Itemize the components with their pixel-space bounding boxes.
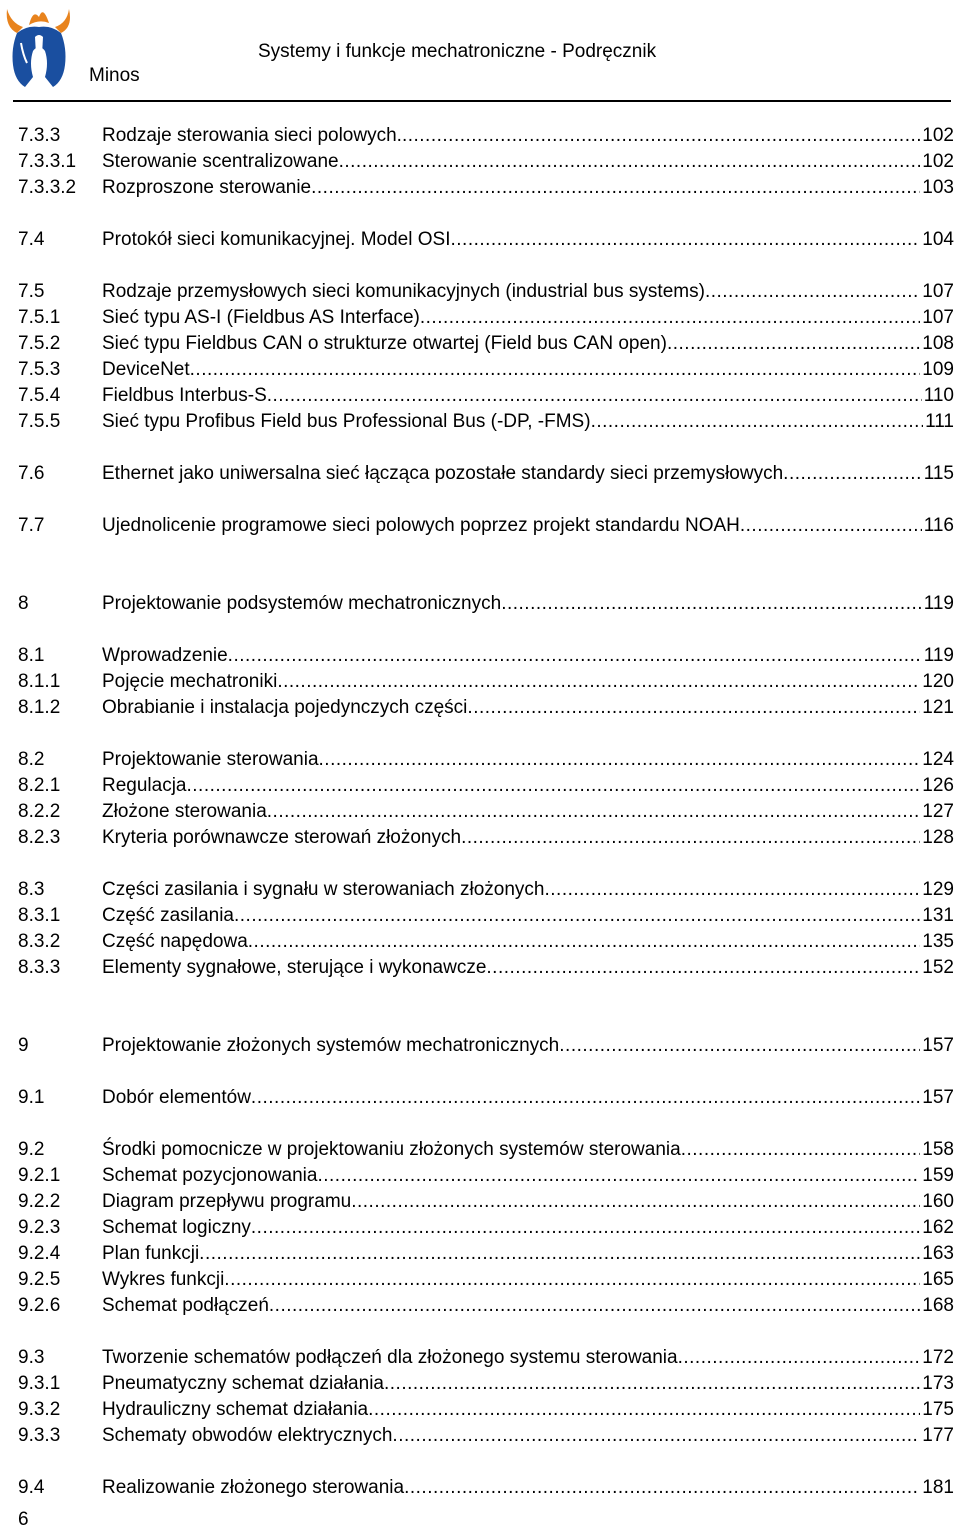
toc-entry-page: 172 (922, 1347, 954, 1368)
toc-entry-page: 175 (922, 1399, 954, 1420)
toc-entry-page: 129 (922, 879, 954, 900)
toc-entry[interactable] (18, 306, 954, 330)
toc-entry-title: DeviceNet (102, 359, 190, 380)
toc-dot-leader (740, 514, 922, 538)
toc-entry-number: 7.5 (18, 281, 45, 302)
toc-entry-title: Diagram przepływu programu (102, 1191, 352, 1212)
toc-entry-page: 152 (922, 957, 954, 978)
toc-entry-page: 103 (922, 177, 954, 198)
toc-entry-page: 109 (922, 359, 954, 380)
toc-entry-number: 9 (18, 1035, 29, 1056)
toc-entry-number: 8.1.1 (18, 671, 61, 692)
toc-entry-number: 7.3.3.1 (18, 151, 77, 172)
toc-dot-leader (267, 384, 922, 408)
toc-entry-title: Obrabianie i instalacja pojedynczych części (102, 697, 468, 718)
toc-entry-number: 8.3 (18, 879, 45, 900)
toc-entry-title: Złożone sterowania (102, 801, 267, 822)
toc-entry-page: 111 (925, 411, 954, 432)
toc-entry-number: 9.2.3 (18, 1217, 61, 1238)
toc-entry[interactable] (18, 332, 954, 356)
toc-dot-leader (311, 176, 920, 200)
toc-entry-page: 104 (922, 229, 954, 250)
toc-entry-title: Rodzaje przemysłowych sieci komunikacyjnych (industrial bus systems) (102, 281, 705, 302)
toc-entry-number: 9.2.2 (18, 1191, 61, 1212)
toc-entry-title: Kryteria porównawcze sterowań złożonych (102, 827, 462, 848)
toc-entry-title: Rozproszone sterowanie (102, 177, 312, 198)
toc-entry-title: Pojęcie mechatroniki (102, 671, 278, 692)
toc-entry-page: 173 (922, 1373, 954, 1394)
toc-entry-title: Schemat pozycjonowania (102, 1165, 318, 1186)
toc-entry-number: 9.1 (18, 1087, 45, 1108)
brand-name: Minos (89, 65, 140, 86)
toc-entry[interactable] (18, 1294, 954, 1318)
toc-dot-leader (339, 150, 921, 174)
toc-dot-leader (269, 1294, 920, 1318)
toc-entry-number: 7.4 (18, 229, 45, 250)
toc-entry-number: 7.5.4 (18, 385, 61, 406)
toc-entry-title: Części zasilania i sygnału w sterowaniach złożonych (102, 879, 545, 900)
toc-dot-leader (591, 410, 924, 434)
toc-entry[interactable] (18, 1424, 954, 1448)
toc-entry-number: 9.3 (18, 1347, 45, 1368)
toc-entry-title: Protokół sieci komunikacyjnej. Model OSI (102, 229, 451, 250)
toc-entry-page: 160 (922, 1191, 954, 1212)
toc-entry-number: 8.1 (18, 645, 45, 666)
toc-entry-title: Sterowanie scentralizowane (102, 151, 339, 172)
toc-entry[interactable] (18, 280, 954, 304)
toc-entry[interactable] (18, 1138, 954, 1162)
toc-entry-number: 7.5.5 (18, 411, 61, 432)
toc-entry[interactable] (18, 696, 954, 720)
toc-entry-number: 9.2 (18, 1139, 45, 1160)
toc-entry-number: 8.2.2 (18, 801, 61, 822)
toc-entry[interactable] (18, 124, 954, 148)
toc-entry-title: Rodzaje sterowania sieci polowych. (102, 125, 402, 146)
toc-entry-page: 165 (922, 1269, 954, 1290)
toc-entry[interactable] (18, 800, 954, 824)
toc-entry-page: 116 (923, 515, 954, 536)
toc-entry-title: Tworzenie schematów podłączeń dla złożonego systemu sterowania (102, 1347, 678, 1368)
toc-dot-leader (678, 1346, 921, 1370)
toc-entry-title: Środki pomocnicze w projektowaniu złożonych systemów sterowania (102, 1139, 681, 1160)
toc-dot-leader (351, 1190, 920, 1214)
toc-entry-number: 7.5.3 (18, 359, 61, 380)
toc-entry[interactable] (18, 748, 954, 772)
toc-entry-title: Ujednolicenie programowe sieci polowych poprzez projekt standardu NOAH (102, 515, 740, 536)
toc-entry-page: 119 (923, 593, 954, 614)
toc-dot-leader (559, 1034, 920, 1058)
toc-dot-leader (461, 826, 920, 850)
toc-entry-page: 115 (923, 463, 954, 484)
toc-entry-page: 159 (922, 1165, 954, 1186)
toc-dot-leader (190, 358, 921, 382)
toc-entry-number: 9.4 (18, 1477, 45, 1498)
minos-bull-logo-icon (3, 3, 71, 89)
toc-entry[interactable] (18, 956, 954, 980)
toc-dot-leader (267, 800, 921, 824)
toc-dot-leader (317, 1164, 920, 1188)
toc-entry-page: 168 (922, 1295, 954, 1316)
toc-entry-title: Elementy sygnałowe, sterujące i wykonawcze (102, 957, 487, 978)
toc-entry-title: Część napędowa (102, 931, 248, 952)
toc-entry-title: Dobór elementów (102, 1087, 251, 1108)
toc-entry[interactable] (18, 878, 954, 902)
toc-dot-leader (319, 748, 921, 772)
toc-entry-number: 9.2.6 (18, 1295, 61, 1316)
toc-dot-leader (705, 280, 920, 304)
toc-entry-number: 7.5.2 (18, 333, 61, 354)
toc-entry-title: Pneumatyczny schemat działania (102, 1373, 384, 1394)
toc-dot-leader (402, 124, 920, 148)
toc-entry-title: Wykres funkcji (102, 1269, 225, 1290)
toc-entry[interactable] (18, 930, 954, 954)
toc-entry[interactable] (18, 1346, 954, 1370)
toc-entry-page: 131 (922, 905, 954, 926)
toc-entry-number: 9.3.1 (18, 1373, 61, 1394)
toc-entry-number: 8.1.2 (18, 697, 61, 718)
header-divider (13, 100, 951, 102)
toc-entry[interactable] (18, 826, 954, 850)
toc-entry-title: Sieć typu AS-I (Fieldbus AS Interface) (102, 307, 420, 328)
toc-dot-leader (486, 956, 920, 980)
toc-entry-number: 8 (18, 593, 29, 614)
toc-dot-leader (420, 306, 920, 330)
toc-entry-number: 9.2.1 (18, 1165, 61, 1186)
toc-entry-page: 158 (922, 1139, 954, 1160)
toc-entry-page: 128 (922, 827, 954, 848)
toc-dot-leader (783, 462, 922, 486)
toc-entry-page: 157 (922, 1035, 954, 1056)
toc-dot-leader (368, 1398, 920, 1422)
toc-dot-leader (681, 1138, 921, 1162)
toc-entry[interactable] (18, 358, 954, 382)
page-number: 6 (18, 1509, 29, 1530)
toc-entry-title: Część zasilania (102, 905, 234, 926)
toc-dot-leader (467, 696, 920, 720)
toc-entry-page: 121 (922, 697, 954, 718)
toc-entry-number: 9.2.4 (18, 1243, 61, 1264)
toc-entry-title: Plan funkcji (102, 1243, 200, 1264)
toc-entry[interactable] (18, 1398, 954, 1422)
toc-entry-number: 8.2.3 (18, 827, 61, 848)
toc-entry-page: 120 (922, 671, 954, 692)
toc-entry-page: 157 (922, 1087, 954, 1108)
toc-entry-page: 135 (922, 931, 954, 952)
toc-entry-number: 8.2.1 (18, 775, 61, 796)
toc-entry[interactable] (18, 1164, 954, 1188)
toc-entry-page: 102 (922, 125, 954, 146)
toc-entry-page: 124 (922, 749, 954, 770)
toc-entry[interactable] (18, 774, 954, 798)
toc-entry[interactable] (18, 176, 954, 200)
toc-entry-title: Hydrauliczny schemat działania (102, 1399, 369, 1420)
toc-entry-number: 7.3.3.2 (18, 177, 77, 198)
toc-entry-number: 8.2 (18, 749, 45, 770)
toc-dot-leader (392, 1424, 920, 1448)
toc-dot-leader (234, 904, 920, 928)
toc-dot-leader (450, 228, 920, 252)
toc-entry-page: 177 (922, 1425, 954, 1446)
toc-entry-page: 181 (922, 1477, 954, 1498)
toc-entry-number: 7.3.3 (18, 125, 61, 146)
toc-dot-leader (228, 644, 922, 668)
toc-entry-page: 119 (923, 645, 954, 666)
toc-dot-leader (251, 1086, 920, 1110)
toc-entry-page: 127 (922, 801, 954, 822)
toc-entry-title: Regulacja (102, 775, 187, 796)
toc-entry[interactable] (18, 1372, 954, 1396)
toc-dot-leader (251, 1216, 920, 1240)
toc-entry-number: 8.3.1 (18, 905, 61, 926)
toc-entry[interactable] (18, 1268, 954, 1292)
toc-entry[interactable] (18, 670, 954, 694)
toc-entry-title: Ethernet jako uniwersalna sieć łącząca pozostałe standardy sieci przemysłowych (102, 463, 784, 484)
toc-entry[interactable] (18, 1216, 954, 1240)
toc-entry[interactable] (18, 1034, 954, 1058)
toc-dot-leader (404, 1476, 920, 1500)
toc-entry-number: 8.3.3 (18, 957, 61, 978)
toc-dot-leader (544, 878, 920, 902)
toc-entry[interactable] (18, 228, 954, 252)
toc-entry-number: 9.2.5 (18, 1269, 61, 1290)
toc-dot-leader (667, 332, 920, 356)
toc-entry[interactable] (18, 410, 954, 434)
toc-entry-title: Sieć typu Fieldbus CAN o strukturze otwartej (Field bus CAN open) (102, 333, 667, 354)
toc-entry-title: Schemat podłączeń (102, 1295, 269, 1316)
toc-dot-leader (224, 1268, 920, 1292)
toc-entry-title: Fieldbus Interbus-S (102, 385, 267, 406)
toc-entry-number: 9.3.2 (18, 1399, 61, 1420)
toc-dot-leader (501, 592, 922, 616)
toc-entry-title: Wprowadzenie (102, 645, 228, 666)
toc-entry-title: Schemat logiczny (102, 1217, 251, 1238)
toc-entry-page: 107 (922, 281, 954, 302)
toc-entry[interactable] (18, 592, 954, 616)
toc-entry-number: 8.3.2 (18, 931, 61, 952)
toc-entry[interactable] (18, 514, 954, 538)
toc-entry-title: Sieć typu Profibus Field bus Professional Bus (-DP, -FMS) (102, 411, 591, 432)
toc-entry-title: Projektowanie podsystemów mechatronicznych (102, 593, 502, 614)
toc-dot-leader (384, 1372, 920, 1396)
toc-entry[interactable] (18, 462, 954, 486)
toc-entry-number: 7.5.1 (18, 307, 61, 328)
toc-dot-leader (248, 930, 921, 954)
toc-entry[interactable] (18, 1086, 954, 1110)
toc-entry[interactable] (18, 1190, 954, 1214)
toc-entry-page: 102 (922, 151, 954, 172)
toc-entry[interactable] (18, 904, 954, 928)
toc-entry-page: 107 (922, 307, 954, 328)
toc-entry[interactable] (18, 1242, 954, 1266)
toc-entry[interactable] (18, 1476, 954, 1500)
toc-entry-number: 7.6 (18, 463, 45, 484)
toc-dot-leader (187, 774, 921, 798)
toc-entry-page: 108 (922, 333, 954, 354)
toc-entry[interactable] (18, 150, 954, 174)
toc-entry-number: 9.3.3 (18, 1425, 61, 1446)
toc-entry[interactable] (18, 644, 954, 668)
toc-entry-page: 162 (922, 1217, 954, 1238)
toc-entry-page: 126 (922, 775, 954, 796)
toc-entry-title: Realizowanie złożonego sterowania (102, 1477, 405, 1498)
toc-dot-leader (199, 1242, 920, 1266)
document-title: Systemy i funkcje mechatroniczne - Podręcznik (258, 41, 657, 62)
toc-entry-page: 163 (922, 1243, 954, 1264)
toc-entry[interactable] (18, 384, 954, 408)
toc-entry-page: 110 (923, 385, 954, 406)
toc-dot-leader (277, 670, 920, 694)
toc-entry-title: Projektowanie sterowania (102, 749, 319, 770)
toc-entry-number: 7.7 (18, 515, 45, 536)
toc-entry-title: Schematy obwodów elektrycznych (102, 1425, 393, 1446)
toc-entry-title: Projektowanie złożonych systemów mechatronicznych (102, 1035, 560, 1056)
